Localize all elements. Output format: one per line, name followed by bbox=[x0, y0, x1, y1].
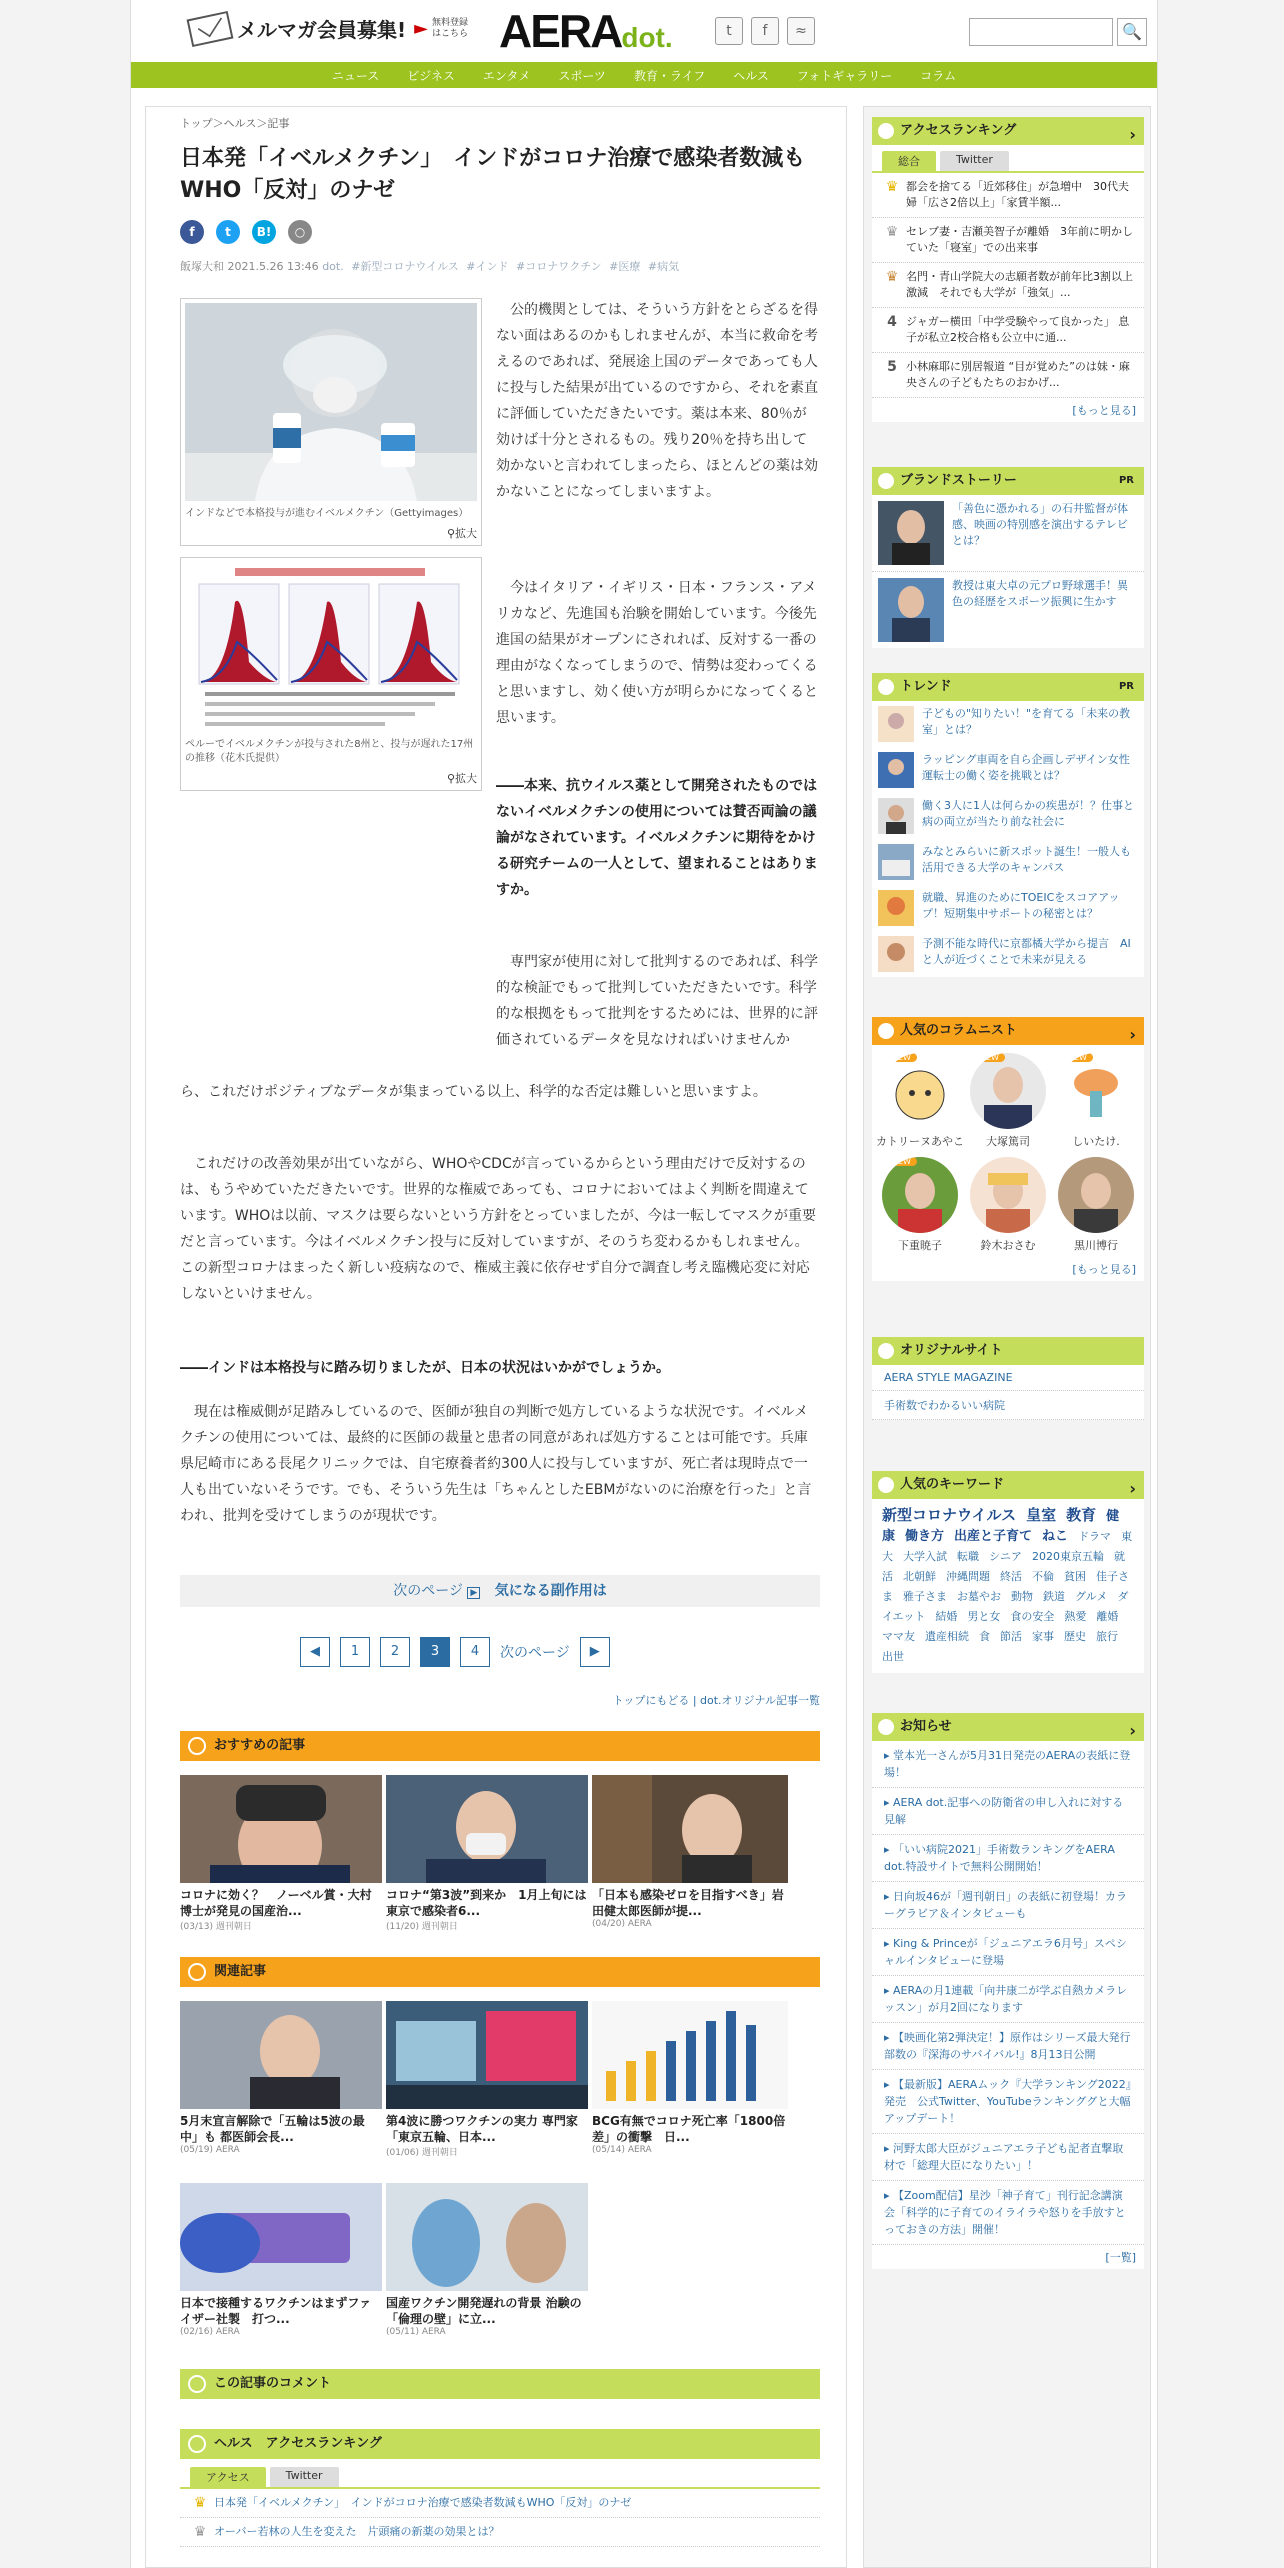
related-card[interactable] bbox=[386, 2001, 588, 2158]
related-card[interactable] bbox=[180, 2001, 382, 2155]
keyword-link[interactable]: 皇室 bbox=[1026, 1506, 1057, 1524]
trend-thumb bbox=[878, 752, 914, 788]
keyword-link[interactable]: シニア bbox=[989, 1550, 1022, 1563]
card-title: BCG有無でコロナ死亡率「1800倍差」の衝撃 日... bbox=[592, 2114, 786, 2144]
comment-icon[interactable]: ○ bbox=[288, 220, 312, 244]
article-title: 日本発「イベルメクチン」 インドがコロナ治療で感染者数減もWHO「反対」のナゼ bbox=[180, 146, 806, 203]
news-item[interactable]: ▸ 【最新版】AERAムック『大学ランキング2022』発売 公式Twitter、YouTubeランキンググと大幅アップデート！ bbox=[872, 2070, 1144, 2134]
ranking-text: 名門・青山学院大の志願者数が前年比3割以上激減 それでも大学が「強気」... bbox=[906, 270, 1133, 299]
keyword-link[interactable]: 転職 bbox=[957, 1550, 979, 1563]
trend-item[interactable] bbox=[872, 839, 1144, 885]
trend-text: 予測不能な時代に京都橘大学から提言 AIと人が近づくことで未来が見える bbox=[922, 937, 1131, 966]
tab-twitter[interactable]: Twitter bbox=[270, 2467, 339, 2487]
comment-bubble-icon bbox=[188, 2375, 206, 2393]
keyword-link[interactable]: 貧困 bbox=[1064, 1570, 1086, 1583]
article-source[interactable]: dot. bbox=[322, 260, 344, 273]
card-thumbnail bbox=[386, 2183, 588, 2291]
trend-item[interactable] bbox=[872, 747, 1144, 793]
search-icon bbox=[878, 1477, 894, 1493]
keyword-link[interactable]: ねこ bbox=[1042, 1529, 1069, 1544]
keyword-link[interactable]: 教育 bbox=[1066, 1506, 1097, 1524]
paragraph: 現在は権威側が足踏みしているので、医師が独自の判断で処方しているような状況です。イベルメクチンの使用については、最終的に医師の裁量と患者の同意があれば処方することは可能です。兵庫県尼崎市にある長尾クリニックでは、自宅療養者約300人に投与していますが、死亡者は現時点で一人も出ていないそうです。でも、そういう先生は「ちゃんとしたEBMがないのに治療を行った」と言われ、批判を受けてしまうのが現状です。 bbox=[180, 1404, 812, 1524]
original-site-box bbox=[872, 1337, 1144, 1420]
facebook-icon[interactable]: f bbox=[751, 17, 779, 45]
keyword-link[interactable]: 出産と子育て bbox=[954, 1529, 1033, 1544]
keyword-link[interactable]: 北朝鮮 bbox=[903, 1570, 936, 1583]
rank-number: 5 bbox=[887, 359, 897, 375]
ranking-item[interactable] bbox=[872, 173, 1144, 218]
related-card[interactable] bbox=[592, 2001, 788, 2155]
interview-question: ――本来、抗ウイルス薬として開発されたものではないイベルメクチンの使用については賛否両論の議論がなされています。イベルメクチンに期待をかける研究チームの一人として、望まれることはありますか。 bbox=[496, 778, 818, 898]
columnist-grid bbox=[872, 1045, 1144, 1261]
keyword-link[interactable]: 2020東京五輪 bbox=[1032, 1550, 1104, 1563]
card-title: 日本で接種するワクチンはまずファイザー社製 打つ... bbox=[180, 2296, 372, 2326]
columnist-avatar bbox=[882, 1053, 958, 1129]
article-meta bbox=[180, 258, 679, 274]
related-header bbox=[180, 1957, 820, 1987]
zoom-button[interactable]: ⚲拡大 bbox=[446, 527, 477, 540]
health-ranking-header bbox=[180, 2429, 820, 2459]
keyword-link[interactable]: 離婚 bbox=[1096, 1610, 1119, 1623]
keyword-link[interactable]: 大学入試 bbox=[903, 1550, 947, 1563]
keyword-link[interactable]: ダイエット bbox=[882, 1590, 1129, 1623]
tag-link[interactable]: #コロナワクチン bbox=[516, 260, 602, 273]
mail-signup-label: メルマガ会員募集! bbox=[237, 18, 407, 42]
ranking-text: セレブ妻・吉瀬美智子が離婚 3年前に明かしていた「寝室」での出来事 bbox=[906, 225, 1133, 254]
nav-sports[interactable]: スポーツ bbox=[558, 68, 606, 83]
recommended-header bbox=[180, 1731, 820, 1761]
trend-text: 子どもの"知りたい！"を育てる「未来の教室」とは？ bbox=[922, 707, 1131, 736]
columnist-item[interactable] bbox=[1052, 1157, 1140, 1253]
health-ranking-list bbox=[180, 2461, 820, 2547]
columnist-avatar bbox=[882, 1157, 958, 1233]
global-nav bbox=[131, 62, 1157, 88]
news-title: お知らせ bbox=[900, 1719, 952, 1734]
brand-story-box bbox=[872, 467, 1144, 648]
keyword-link[interactable]: 終活 bbox=[1000, 1570, 1022, 1583]
news-item[interactable]: ▸ 「いい病院2021」手術数ランキングをAERA dot.特設サイトで無料公開開始！ bbox=[872, 1835, 1144, 1882]
columnist-avatar bbox=[1058, 1053, 1134, 1129]
news-item[interactable]: ▸ 堂本光一さんが5月31日発売のAERAの表紙に登場！ bbox=[872, 1741, 1144, 1788]
gold-crown-icon: ♛ bbox=[885, 179, 899, 195]
columnist-name: しいたけ. bbox=[1072, 1135, 1120, 1148]
ranking-item[interactable] bbox=[872, 353, 1144, 398]
card-title: 5月末宣言解除で「五輪は5波の最中」も 都医師会長... bbox=[180, 2114, 365, 2144]
columnist-avatar bbox=[1058, 1157, 1134, 1233]
columnist-title: 人気のコラムニスト bbox=[900, 1023, 1017, 1038]
author-date: 飯塚大和 2021.5.26 13:46 bbox=[180, 260, 319, 273]
trend-item[interactable] bbox=[872, 931, 1144, 977]
original-site-title: オリジナルサイト bbox=[900, 1343, 1003, 1358]
tab-twitter[interactable]: Twitter bbox=[940, 151, 1009, 171]
keyword-link[interactable]: 家事 bbox=[1032, 1630, 1054, 1643]
columnist-name: 下重暁子 bbox=[898, 1239, 942, 1252]
news-list bbox=[872, 1741, 1144, 2245]
columnist-name: カトリーヌあやこ bbox=[876, 1135, 964, 1148]
keyword-link[interactable]: 新型コロナウイルス bbox=[882, 1506, 1017, 1524]
news-item[interactable]: ▸ 日向坂46が「週刊朝日」の表紙に初登場！カラーグラビア＆インタビューも bbox=[872, 1882, 1144, 1929]
keyword-link[interactable]: 健康 bbox=[882, 1509, 1120, 1544]
free-signup-label: 無料登録はこちら bbox=[431, 17, 468, 39]
site-logo[interactable] bbox=[499, 6, 673, 56]
paragraph: 今はイタリア・イギリス・日本・フランス・アメリカなど、先進国も治験を開始しています。今後先進国の結果がオープンにされれば、反対する一番の理由がなくなってしまうので、情勢は変わってくると思いますし、効く使い方が明らかになってくると思います。 bbox=[496, 580, 818, 726]
keyword-link[interactable]: グルメ bbox=[1075, 1590, 1108, 1603]
prev-page-button[interactable]: ◀ bbox=[300, 1637, 330, 1667]
columnist-item[interactable] bbox=[876, 1157, 964, 1253]
main-column bbox=[145, 106, 847, 2568]
ranking-item[interactable] bbox=[872, 308, 1144, 353]
ranking-item[interactable] bbox=[872, 218, 1144, 263]
silver-crown-icon: ♛ bbox=[885, 224, 899, 240]
comments-title: この記事のコメント bbox=[214, 2376, 332, 2391]
card-thumbnail bbox=[180, 2001, 382, 2109]
card-thumbnail bbox=[180, 2183, 382, 2291]
tab-access[interactable]: アクセス bbox=[190, 2467, 266, 2487]
keyword-title: 人気のキーワード bbox=[900, 1477, 1005, 1492]
info-icon bbox=[878, 1719, 894, 1735]
tag-link[interactable]: #インド bbox=[466, 260, 509, 273]
nav-health[interactable]: ヘルス bbox=[733, 68, 769, 83]
ranking-text: オーバー若林の人生を変えた 片頭痛の新薬の効果とは？ bbox=[214, 2525, 500, 2538]
card-date: (01/06) 週刊朝日 bbox=[386, 2148, 458, 2158]
paragraph: ら、これだけポジティブなデータが集まっている以上、科学的な否定は難しいと思いますよ。 bbox=[180, 1084, 767, 1100]
health-ranking-tabs bbox=[180, 2461, 820, 2487]
columnist-avatar bbox=[970, 1053, 1046, 1129]
trend-title: トレンド bbox=[900, 679, 952, 694]
facebook-share-icon[interactable]: f bbox=[180, 220, 204, 244]
next-page-banner[interactable] bbox=[180, 1575, 820, 1607]
news-item[interactable]: ▸ 【Zoom配信】星沙「神子育て」刊行記念講演会「科学的に子育てのイライラや怒りを手放すとっておきの方法」開催！ bbox=[872, 2181, 1144, 2245]
page-link[interactable]: 1 bbox=[340, 1637, 370, 1667]
ranking-more-link[interactable]: [もっと見る] bbox=[1072, 404, 1136, 417]
rss-icon[interactable]: ≈ bbox=[787, 17, 815, 45]
keyword-link[interactable]: 食の安全 bbox=[1010, 1610, 1055, 1623]
card-date: (02/16) AERA bbox=[180, 2327, 240, 2337]
logo-sub: dot. bbox=[621, 22, 673, 53]
new-badge: NEW bbox=[1062, 1053, 1093, 1062]
ranking-text: 小林麻耶に別居報道 “目が覚めた”のは妹・麻央さんの子どもたちのおかげ... bbox=[906, 360, 1130, 389]
keyword-link[interactable]: 就活 bbox=[882, 1550, 1125, 1583]
keyword-link[interactable]: 不倫 bbox=[1032, 1570, 1054, 1583]
card-date: (05/19) AERA bbox=[180, 2145, 240, 2155]
trend-text: みなとみらいに新スポット誕生！一般人も活用できる大学のキャンパス bbox=[922, 845, 1131, 874]
brand-story-item[interactable] bbox=[872, 572, 1144, 648]
ranking-text: 都会を捨てる「近郊移住」が急増中 30代夫婦「広さ2倍以上」「家賃半額... bbox=[906, 180, 1129, 209]
pagination bbox=[300, 1637, 610, 1667]
zoom-label: 拡大 bbox=[455, 527, 477, 540]
card-thumbnail bbox=[180, 1775, 382, 1883]
keyword-box bbox=[872, 1471, 1144, 1673]
card-date: (04/20) AERA bbox=[592, 1919, 652, 1929]
pr-badge: PR bbox=[1118, 475, 1134, 486]
tag-link[interactable]: #新型コロナウイルス bbox=[351, 260, 459, 273]
keyword-link[interactable]: 佳子さま bbox=[882, 1570, 1129, 1603]
keyword-link[interactable]: 鉄道 bbox=[1043, 1590, 1065, 1603]
card-title: 第4波に勝つワクチンの実力 専門家「東京五輪、日本... bbox=[386, 2114, 578, 2144]
trend-thumb bbox=[878, 890, 914, 926]
nav-entame[interactable]: エンタメ bbox=[482, 68, 531, 83]
card-date: (03/13) 週刊朝日 bbox=[180, 1922, 252, 1932]
news-item[interactable]: ▸ AERAの月1連載「向井康二が学ぶ自熱カメラレッスン」が月2回になります bbox=[872, 1976, 1144, 2023]
recommended-title: おすすめの記事 bbox=[214, 1738, 306, 1753]
ranking-item[interactable] bbox=[180, 2518, 820, 2547]
trend-item[interactable] bbox=[872, 885, 1144, 931]
rank-number: 4 bbox=[887, 314, 897, 330]
keyword-link[interactable]: 歴史 bbox=[1064, 1630, 1086, 1643]
nav-column[interactable]: コラム bbox=[920, 68, 957, 83]
trend-header bbox=[872, 673, 1144, 701]
search-button[interactable]: 🔍 bbox=[1117, 18, 1147, 46]
paragraph: 専門家が使用に対して批判するのであれば、科学的な検証でもって批判していただきたいです。科学的な根拠をもって批判をするためには、世界的に評価されているデータを見なければいけませんか bbox=[496, 954, 818, 1048]
keyword-link[interactable]: ドラマ bbox=[1078, 1530, 1112, 1543]
card-thumbnail bbox=[386, 2001, 588, 2109]
gold-crown-icon: ♛ bbox=[193, 2495, 207, 2511]
brand-thumb bbox=[878, 578, 944, 642]
keyword-link[interactable]: 東大 bbox=[882, 1530, 1133, 1563]
columnist-box bbox=[872, 1017, 1144, 1281]
access-ranking-header[interactable] bbox=[872, 117, 1144, 145]
page bbox=[130, 0, 1158, 2568]
figure-caption: ペルーでイベルメクチンが投与された8州と、投与が遅れた17州の推移（花木氏提供） bbox=[185, 739, 474, 764]
news-item[interactable]: ▸ AERA dot.記事への防衛省の申し入れに対する見解 bbox=[872, 1788, 1144, 1835]
search-input[interactable] bbox=[969, 18, 1113, 46]
person-icon bbox=[878, 679, 894, 695]
sns-links bbox=[715, 17, 815, 45]
keyword-link[interactable]: 出世 bbox=[882, 1650, 904, 1663]
trend-text: 就職、昇進のためにTOEICをスコアアップ！短期集中サポートの秘密とは？ bbox=[922, 891, 1120, 920]
twitter-share-icon[interactable]: t bbox=[216, 220, 240, 244]
keyword-link[interactable]: 動物 bbox=[1011, 1590, 1033, 1603]
hatena-bookmark-icon[interactable]: B! bbox=[252, 220, 276, 244]
interview-question: ――インドは本格投与に踏み切りましたが、日本の状況はいかがでしょうか。 bbox=[180, 1360, 670, 1376]
peru-chart-image[interactable] bbox=[185, 562, 477, 732]
ranking-item[interactable] bbox=[180, 2487, 820, 2518]
card-title: 「日本も感染ゼロを目指すべき」岩田健太郎医師が提... bbox=[592, 1888, 784, 1918]
brand-story-item[interactable] bbox=[872, 495, 1144, 572]
chevron-right-icon: › bbox=[1129, 1479, 1136, 1498]
columnist-more-link[interactable]: [もっと見る] bbox=[1072, 1263, 1136, 1276]
card-title: 国産ワクチン開発遅れの背景 治験の「倫理の壁」に立... bbox=[386, 2296, 582, 2326]
related-card[interactable] bbox=[180, 2183, 382, 2337]
breadcrumb[interactable]: トップ＞ヘルス＞記事 bbox=[180, 117, 290, 130]
original-site-header bbox=[872, 1337, 1144, 1365]
chevron-right-icon: › bbox=[1129, 125, 1136, 144]
silver-crown-icon: ♛ bbox=[193, 2524, 207, 2540]
next-page-link[interactable]: 次のページ bbox=[500, 1645, 570, 1661]
nav-edu-life[interactable]: 教育・ライフ bbox=[633, 68, 706, 83]
paragraph: これだけの改善効果が出ていながら、WHOやCDCが言っているからという理由だけで反対するのは、もうやめていただきたいです。世界的な権威であっても、コロナにおいてはよく判断を間違えています。WHOは以前、マスクは要らないという方針をとっていましたが、今は一転してマスクが重要だと言っています。今はイベルメクチン投与に反対していますが、そのうち変わるかもしれません。この新型コロナはまったく新しい疫病なので、権威主義に依存せず自分で調査し考え臨機応変に対応しないといけません。 bbox=[180, 1156, 816, 1302]
pr-badge: PR bbox=[1118, 681, 1134, 692]
paragraph: 公的機関としては、そういう方針をとらざるを得ない面はあるのかもしれませんが、本当に救命を考えるのであれば、発展途上国のデータであっても人に投与した結果が出ているのですから、それを素直に評価していただきたいです。薬は本来、80％が効けば十分とされるもの。残り20％を持ち出して効かないと言われてしまったら、ほとんどの薬は効かないことになってしまいますよ。 bbox=[496, 302, 818, 500]
trend-item[interactable] bbox=[872, 793, 1144, 839]
trend-thumb bbox=[878, 936, 914, 972]
twitter-icon[interactable]: t bbox=[715, 17, 743, 45]
trend-text: 働く3人に1人は何らかの疾患が！？仕事と病の両立が当たり前な社会に bbox=[922, 799, 1134, 828]
logo-main: AERA bbox=[499, 5, 622, 57]
tag-link[interactable]: #病気 bbox=[647, 260, 680, 273]
related-title: 関連記事 bbox=[214, 1964, 267, 1979]
brand-story-header bbox=[872, 467, 1144, 495]
ranking-tabs bbox=[872, 145, 1144, 171]
recommended-card[interactable] bbox=[592, 1775, 788, 1929]
next-arrow-icon: ▶ bbox=[467, 1587, 480, 1599]
card-date: (11/20) 週刊朝日 bbox=[386, 1922, 458, 1932]
zoom-button[interactable]: ⚲拡大 bbox=[446, 772, 477, 785]
related-card[interactable] bbox=[386, 2183, 588, 2337]
keyword-link[interactable]: 旅行 bbox=[1096, 1630, 1118, 1643]
original-site-link[interactable]: AERA STYLE MAGAZINE bbox=[872, 1365, 1144, 1391]
search-area bbox=[969, 18, 1147, 46]
health-ranking-title: ヘルス アクセスランキング bbox=[214, 2436, 382, 2451]
access-ranking-box bbox=[872, 117, 1144, 422]
crown-icon bbox=[878, 123, 894, 139]
share-nodes-icon bbox=[188, 1737, 206, 1755]
keyword-link[interactable]: 沖縄問題 bbox=[946, 1570, 990, 1583]
nav-business[interactable]: ビジネス bbox=[407, 68, 455, 83]
person-icon bbox=[878, 473, 894, 489]
next-page-button[interactable]: ▶ bbox=[580, 1637, 610, 1667]
figure-caption: インドなどで本格投与が進むイベルメクチン（Gettyimages） bbox=[185, 508, 469, 519]
columnist-name: 大塚篤司 bbox=[986, 1135, 1030, 1148]
card-title: コロナ“第3波”到来か 1月上旬には東京で感染者6... bbox=[386, 1888, 587, 1918]
pen-icon bbox=[878, 1023, 894, 1039]
content-frame bbox=[131, 106, 1158, 2568]
chevron-right-icon: › bbox=[1129, 1025, 1136, 1044]
page-link[interactable]: 2 bbox=[380, 1637, 410, 1667]
columnist-name: 黒川博行 bbox=[1074, 1239, 1118, 1252]
news-item[interactable]: ▸ 河野太郎大臣がジュニアエラ子ども記者直撃取材で「総理大臣になりたい」！ bbox=[872, 2134, 1144, 2181]
keyword-link[interactable]: 働き方 bbox=[905, 1529, 945, 1544]
keyword-link[interactable]: 雅子さま bbox=[903, 1590, 947, 1603]
brand-story-title: ブランドストーリー bbox=[900, 473, 1017, 488]
sidebar bbox=[863, 106, 1151, 2568]
top-links[interactable]: トップにもどる | dot.オリジナル記事一覧 bbox=[612, 1694, 820, 1707]
nav-news[interactable]: ニュース bbox=[331, 68, 380, 83]
news-item[interactable]: ▸ 【映画化第2弾決定！】原作はシリーズ最大発行部数の『深海のサバイバル!』8月13日公開 bbox=[872, 2023, 1144, 2070]
new-badge: NEW bbox=[974, 1053, 1005, 1062]
brand-story-text: 教授は東大卓の元プロ野球選手！異色の経歴をスポーツ振興に生かす bbox=[952, 579, 1128, 608]
trend-text: ラッピング車両を自ら企画しデザイン女性運転士の働く姿を挑戦とは？ bbox=[922, 753, 1130, 782]
ranking-text: 日本発「イベルメクチン」 インドがコロナ治療で感染者数減もWHO「反対」のナゼ bbox=[214, 2496, 632, 2509]
columnist-avatar bbox=[970, 1157, 1046, 1233]
news-box bbox=[872, 1713, 1144, 2269]
columnist-item[interactable] bbox=[964, 1053, 1052, 1149]
keyword-link[interactable]: ママ友 bbox=[882, 1630, 915, 1643]
arrow-icon: ► bbox=[414, 18, 428, 39]
trend-box bbox=[872, 673, 1144, 977]
tag-link[interactable]: #医療 bbox=[609, 260, 641, 273]
ivermectin-photo[interactable] bbox=[185, 303, 477, 501]
site-header bbox=[131, 0, 1157, 62]
card-thumbnail bbox=[592, 2001, 788, 2109]
figure-peru-chart bbox=[180, 557, 482, 791]
keyword-header[interactable] bbox=[872, 1471, 1144, 1499]
recommended-card[interactable] bbox=[386, 1775, 588, 1932]
keyword-link[interactable]: 男と女 bbox=[967, 1610, 1001, 1623]
card-thumbnail bbox=[386, 1775, 588, 1883]
card-title: コロナに効く？ ノーベル賞・大村博士が発見の国産治... bbox=[180, 1888, 372, 1918]
card-date: (05/11) AERA bbox=[386, 2327, 446, 2337]
news-header[interactable] bbox=[872, 1713, 1144, 1741]
figure-ivermectin-photo bbox=[180, 298, 482, 546]
crown-icon bbox=[188, 2435, 206, 2453]
columnist-header[interactable] bbox=[872, 1017, 1144, 1045]
bronze-crown-icon: ♛ bbox=[885, 269, 899, 285]
tab-overall[interactable]: 総合 bbox=[882, 151, 936, 171]
keyword-link[interactable]: 結婚 bbox=[935, 1610, 958, 1623]
keyword-link[interactable]: 遺産相続 bbox=[925, 1630, 969, 1643]
card-date: (05/14) AERA bbox=[592, 2145, 652, 2155]
share-nodes-icon bbox=[188, 1963, 206, 1981]
keyword-link[interactable]: 食 bbox=[979, 1630, 990, 1643]
trend-item[interactable] bbox=[872, 701, 1144, 747]
trend-thumb bbox=[878, 706, 914, 742]
globe-icon bbox=[878, 1343, 894, 1359]
card-thumbnail bbox=[592, 1775, 788, 1883]
recommended-card[interactable] bbox=[180, 1775, 382, 1932]
keyword-link[interactable]: 熱愛 bbox=[1064, 1610, 1087, 1623]
new-badge: NEW bbox=[886, 1053, 917, 1062]
share-buttons bbox=[180, 220, 312, 244]
chevron-right-icon: › bbox=[1129, 1721, 1136, 1740]
trend-thumb bbox=[878, 844, 914, 880]
mail-signup-banner[interactable] bbox=[189, 14, 472, 43]
next-page-title: 気になる副作用は bbox=[494, 1583, 607, 1599]
news-item[interactable]: ▸ King & Princeが「ジュニアエラ6月号」スペシャルインタビューに登場 bbox=[872, 1929, 1144, 1976]
nav-photo[interactable]: フォトギャラリー bbox=[796, 68, 893, 83]
brand-thumb bbox=[878, 501, 944, 565]
columnist-item[interactable] bbox=[964, 1157, 1052, 1253]
page-link[interactable]: 4 bbox=[460, 1637, 490, 1667]
access-ranking-title: アクセスランキング bbox=[900, 123, 1017, 138]
brand-story-text: 「善色に憑かれる」の石井監督が体感、映画の特別感を演出するテレビとは？ bbox=[952, 502, 1128, 547]
keyword-cloud bbox=[872, 1499, 1144, 1673]
keyword-link[interactable]: 節活 bbox=[1000, 1630, 1022, 1643]
page-link-current[interactable]: 3 bbox=[420, 1637, 450, 1667]
comments-header bbox=[180, 2369, 820, 2399]
columnist-item[interactable] bbox=[1052, 1053, 1140, 1149]
trend-thumb bbox=[878, 798, 914, 834]
original-site-link[interactable]: 手術数でわかるいい病院 bbox=[872, 1391, 1144, 1420]
columnist-name: 鈴木おさむ bbox=[980, 1239, 1036, 1252]
columnist-item[interactable] bbox=[876, 1053, 964, 1149]
envelope-icon bbox=[187, 10, 234, 46]
news-more-link[interactable]: [一覧] bbox=[1105, 2251, 1136, 2264]
ranking-item[interactable] bbox=[872, 263, 1144, 308]
keyword-link[interactable]: お墓やお bbox=[957, 1590, 1001, 1603]
zoom-label: 拡大 bbox=[455, 772, 477, 785]
next-page-label: 次のページ bbox=[393, 1583, 463, 1599]
ranking-text: ジャガー横田「中学受験やって良かった」 息子が私立2校合格も公立中に通... bbox=[906, 315, 1130, 344]
new-badge: NEW bbox=[886, 1157, 917, 1166]
